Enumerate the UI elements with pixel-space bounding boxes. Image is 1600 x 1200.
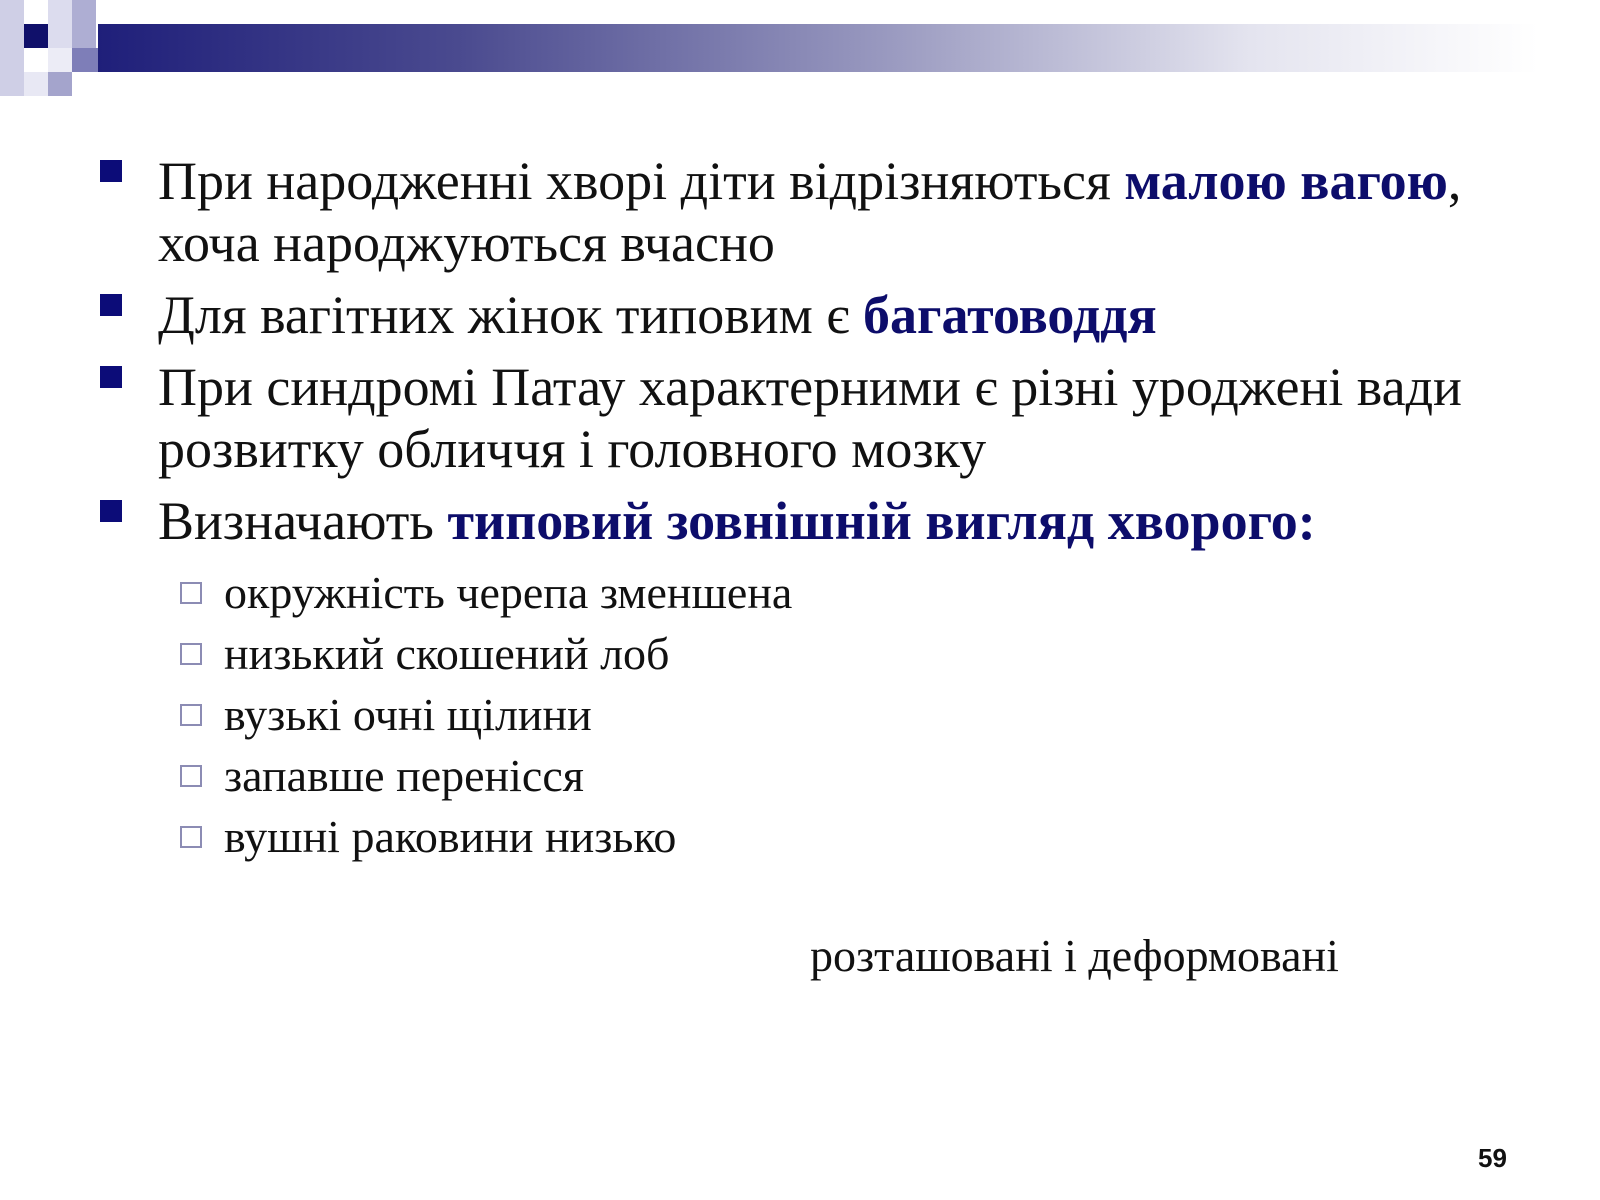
- sub-item-text: низький скошений лоб: [224, 628, 670, 679]
- sub-list: [96, 562, 1496, 867]
- hollow-square-bullet-icon: [180, 582, 202, 604]
- decor-square: [48, 0, 72, 48]
- decor-square: [48, 72, 72, 96]
- bullet-text: , хоча народжуються вчасно: [158, 151, 1462, 273]
- bullet-text: При народженні хворі діти відрізняються: [158, 151, 1125, 211]
- decor-square: [72, 0, 96, 48]
- bullet-item: [96, 284, 1496, 346]
- continuation-text: розташовані і деформовані: [810, 930, 1339, 981]
- square-bullet-icon: [100, 294, 122, 316]
- sub-item-text: запавше перенісся: [224, 750, 584, 801]
- hollow-square-bullet-icon: [180, 765, 202, 787]
- sub-item-text: вушні раковини низько: [224, 811, 677, 862]
- hollow-square-bullet-icon: [180, 826, 202, 848]
- hollow-square-bullet-icon: [180, 704, 202, 726]
- bullet-highlight: багатоводдя: [863, 285, 1157, 345]
- square-bullet-icon: [100, 500, 122, 522]
- hollow-square-bullet-icon: [180, 643, 202, 665]
- sub-list-item: [180, 684, 1496, 745]
- sub-list-item: [180, 623, 1496, 684]
- bullet-item: [96, 356, 1496, 480]
- bullet-text: При синдромі Патау характерними є різні уроджені вади розвитку обличчя і головного мозку: [158, 357, 1462, 479]
- sub-list-item: [180, 806, 1496, 867]
- square-bullet-icon: [100, 160, 122, 182]
- decor-square: [24, 72, 48, 96]
- sub-item-text: окружність черепа зменшена: [224, 567, 793, 618]
- header-decoration: [0, 0, 1600, 100]
- decor-square: [24, 24, 48, 48]
- header-gradient-bar: [98, 24, 1538, 72]
- bullet-item: [96, 150, 1496, 274]
- bullet-highlight: малою вагою: [1124, 151, 1448, 211]
- decor-square: [48, 48, 72, 72]
- decor-square: [0, 0, 24, 96]
- slide-body: [96, 150, 1496, 867]
- bullet-text: Для вагітних жінок типовим є: [158, 285, 864, 345]
- square-bullet-icon: [100, 366, 122, 388]
- bullet-item: [96, 490, 1496, 552]
- sub-list-item: [180, 562, 1496, 623]
- sub-list-item: [180, 745, 1496, 806]
- sub-item-text: вузькі очні щілини: [224, 689, 592, 740]
- page-number: 59: [1478, 1143, 1507, 1173]
- decor-square: [72, 48, 98, 72]
- bullet-highlight: типовий зовнішній вигляд хворого:: [447, 491, 1316, 551]
- bullet-text: Визначають: [158, 491, 448, 551]
